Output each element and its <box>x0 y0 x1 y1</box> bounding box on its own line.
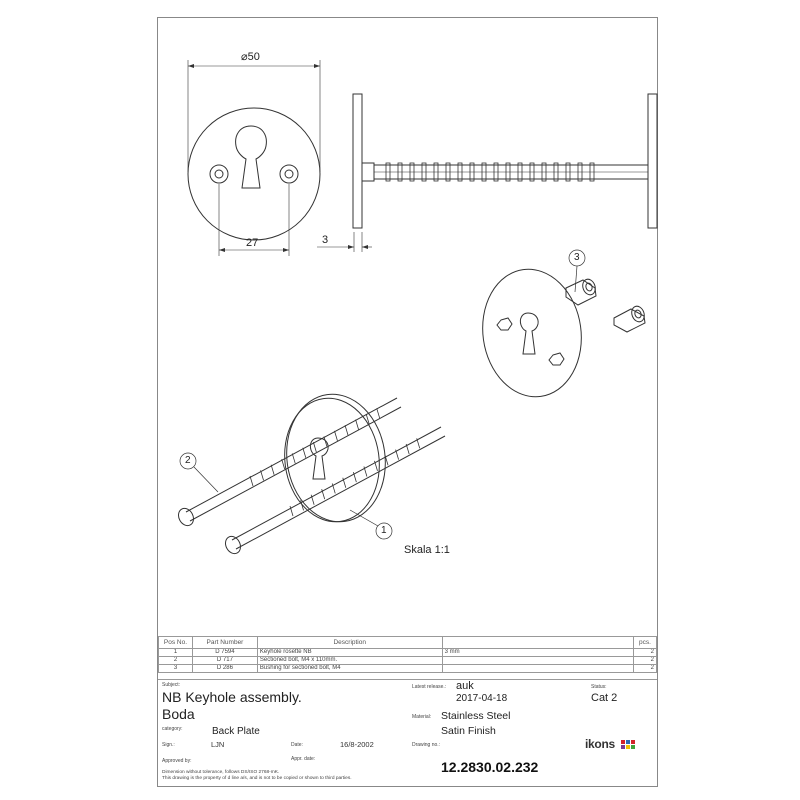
dimension-arrows <box>188 64 368 252</box>
subject-line-2: Boda <box>162 706 195 722</box>
title-block-divider <box>158 679 657 680</box>
bill-of-materials <box>158 636 657 673</box>
drawing-number: 12.2830.02.232 <box>441 759 539 775</box>
category-label: category: <box>162 726 183 732</box>
bom-extra <box>442 665 633 673</box>
appr-date-label: Appr. date: <box>291 756 316 762</box>
bolt-tooth <box>282 459 285 469</box>
bom-pcs: 2 <box>634 649 657 657</box>
bom-part: D 7594 <box>192 649 257 657</box>
bolt-tooth <box>377 408 380 418</box>
iso-assembly <box>176 388 445 556</box>
bom-pcs: 2 <box>634 657 657 665</box>
bom-part: D 286 <box>192 665 257 673</box>
exploded-rosette <box>475 263 647 403</box>
subject-label: Subject: <box>162 682 181 688</box>
bolt-tooth <box>345 425 348 435</box>
bom-header-row <box>159 637 657 649</box>
latest-release-by: auk <box>456 680 474 692</box>
bom-desc: Sectioned bolt, M4 x 110mm. <box>257 657 442 665</box>
subject-line-1: NB Keyhole assembly. <box>162 689 302 705</box>
bom-part: D 717 <box>192 657 257 665</box>
status-label: Status: <box>591 684 607 690</box>
drawing-no-label: Drawing no.: <box>412 742 441 748</box>
dim-diameter-label: ⌀50 <box>241 51 260 63</box>
bolt-tooth <box>250 476 253 486</box>
bolt-tooth <box>356 420 359 430</box>
table-row <box>159 657 657 665</box>
bolt-tooth <box>334 431 337 441</box>
bom-header-desc: Description <box>257 637 442 649</box>
date-label: Date: <box>291 742 303 748</box>
status-value: Cat 2 <box>591 692 618 704</box>
side-view <box>353 94 657 228</box>
front-view-rosette <box>188 108 320 240</box>
logo-mark <box>621 740 635 749</box>
bom-header-pcs: pcs. <box>634 637 657 649</box>
bom-desc: Bushing for sectioned bolt, M4 <box>257 665 442 673</box>
bom-pos: 3 <box>159 665 193 673</box>
material-label: Material: <box>412 714 432 720</box>
material-value-1: Stainless Steel <box>441 710 511 722</box>
table-row <box>159 649 657 657</box>
callout-leaders <box>180 250 585 539</box>
sign-value: LJN <box>211 740 225 749</box>
bolt-tooth <box>303 448 306 458</box>
bom-extra: 3 mm <box>442 649 633 657</box>
approved-label: Approved by: <box>162 758 192 764</box>
bolt-tooth <box>292 453 295 463</box>
callout-1-label: 1 <box>381 525 387 536</box>
bom-extra <box>442 657 633 665</box>
sign-label: Sign.: <box>162 742 175 748</box>
latest-release-label: Latest release.: <box>412 684 447 690</box>
bom-header-part: Part Number <box>192 637 257 649</box>
footnote-2: This drawing is the property of d line a/s, and is not to be copied or shown to third parties. <box>162 776 352 781</box>
bolt-tooth <box>261 470 264 480</box>
bom-header-pos: Pos No. <box>159 637 193 649</box>
material-value-2: Satin Finish <box>441 725 496 737</box>
scale-label: Skala 1:1 <box>404 544 450 556</box>
callout-3-label: 3 <box>574 252 580 263</box>
bom-header-extra <box>442 637 633 649</box>
bom-pos: 1 <box>159 649 193 657</box>
dim-spacing-label: 27 <box>246 237 259 249</box>
dim-thickness-label: 3 <box>322 234 329 246</box>
callout-2-label: 2 <box>185 455 191 466</box>
footnote-1: Dimension without tolerance, follows DS/ISO 2768-mK. <box>162 770 280 775</box>
bolt-tooth <box>271 465 274 475</box>
bom-desc: Keyhole rosette NB <box>257 649 442 657</box>
bom-pcs: 2 <box>634 665 657 673</box>
bom-pos: 2 <box>159 657 193 665</box>
table-row <box>159 665 657 673</box>
date-value: 16/8-2002 <box>340 740 374 749</box>
latest-release-date: 2017-04-18 <box>456 693 508 704</box>
bolt-tooth <box>313 442 316 452</box>
company-logo: ikons <box>585 737 615 751</box>
dimension-lines <box>188 60 372 256</box>
category-value: Back Plate <box>212 726 260 737</box>
